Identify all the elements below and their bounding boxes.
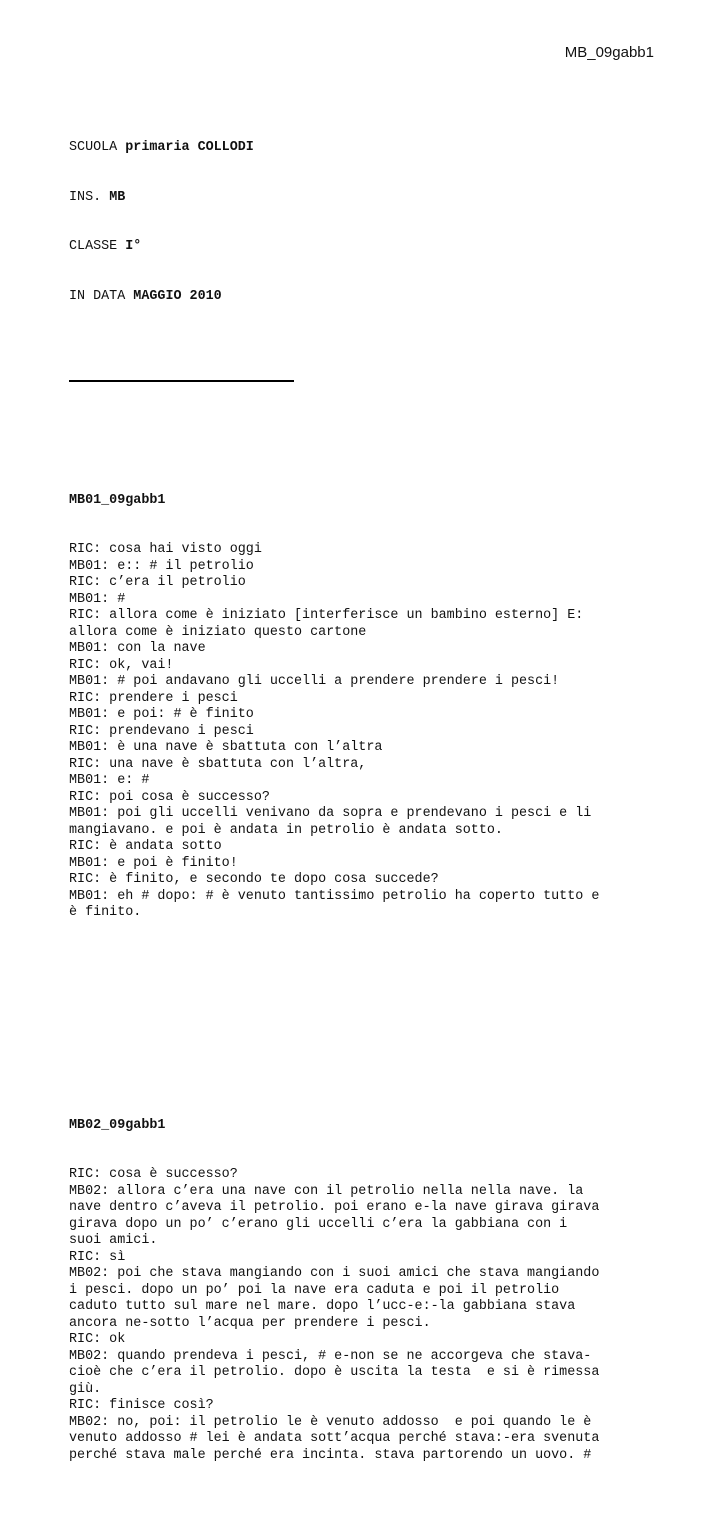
header-value: MB (109, 189, 126, 205)
transcript-line: RIC: ok (69, 1332, 126, 1347)
transcript-line: MB01: è una nave è sbattuta con l’altra (69, 740, 383, 755)
section-title: MB02_09gabb1 (69, 1117, 166, 1133)
transcript-line: MB01: eh # dopo: # è venuto tantissimo petrolio ha coperto tutto e (69, 888, 600, 904)
transcript-line: MB01: e poi: # è finito (69, 707, 254, 722)
transcript-line: RIC: sì (69, 1249, 126, 1265)
transcript-line: MB02: poi che stava mangiando con i suoi amici che stava mangiando (69, 1266, 600, 1281)
transcript-line: RIC: prendevano i pesci (69, 723, 254, 739)
header-label: SCUOLA (69, 140, 126, 155)
transcript-line: MB01: poi gli uccelli venivano da sopra e prendevano i pesci e li (69, 806, 592, 821)
transcript-line: RIC: è finito, e secondo te dopo cosa succede? (69, 872, 439, 887)
transcript-line: MB01: e poi è finito! (69, 855, 238, 871)
header-value: I° (125, 239, 142, 254)
transcript-line: caduto tutto sul mare nel mare. dopo l’ucc-e:-la gabbiana stava (69, 1299, 576, 1314)
transcript-line: RIC: poi cosa è successo? (69, 789, 270, 805)
transcript-body (69, 74, 669, 1514)
header-block (69, 107, 669, 338)
header-value: primaria COLLODI (125, 140, 254, 155)
header-date (69, 289, 669, 306)
transcript-line: RIC: ok, vai! (69, 657, 174, 673)
transcript-line: RIC: finisce così? (69, 1398, 214, 1413)
transcript-line: è finito. (69, 905, 142, 920)
transcript-line: giù. (69, 1381, 102, 1397)
transcript-line: RIC: è andata sotto (69, 839, 222, 854)
transcript-line: RIC: c’era il petrolio (69, 575, 246, 590)
transcript-line: allora come è iniziato questo cartone (69, 624, 367, 640)
transcript-line: RIC: una nave è sbattuta con l’altra, (69, 756, 367, 772)
transcript-line: MB01: e:: # il petrolio (69, 558, 254, 574)
transcript-line: girava dopo un po’ c’erano gli uccelli c’era la gabbiana con i (69, 1216, 568, 1232)
header-label: INS. (69, 189, 110, 205)
transcript-line: venuto addosso # lei è andata sott’acqua perché stava:-era svenuta (69, 1431, 600, 1446)
transcript-line: MB02: quando prendeva i pesci, # e-non se ne accorgeva che stava- (69, 1348, 592, 1364)
section-mb02 (69, 1085, 669, 1498)
section-mb01 (69, 460, 669, 955)
header-teacher (69, 190, 669, 207)
header-divider (69, 380, 294, 382)
transcript-line: MB02: no, poi: il petrolio le è venuto addosso e poi quando le è (69, 1414, 592, 1430)
transcript-line: RIC: cosa hai visto oggi (69, 542, 262, 557)
header-value: MAGGIO 2010 (133, 288, 222, 304)
transcript-line: nave dentro c’aveva il petrolio. poi erano e-la nave girava girava (69, 1200, 600, 1215)
transcript-line: perché stava male perché era incinta. stava partorendo un uovo. # (69, 1447, 592, 1463)
transcript-line: ancora ne-sotto l’acqua per prendere i pesci. (69, 1315, 431, 1331)
header-school (69, 140, 669, 157)
transcript-line: cioè che c’era il petrolio. dopo è uscita la testa e si è rimessa (69, 1365, 600, 1380)
header-label: IN DATA (69, 288, 134, 304)
transcript-line: MB01: e: # (69, 773, 150, 788)
transcript-line: RIC: prendere i pesci (69, 690, 238, 706)
transcript-line: suoi amici. (69, 1233, 158, 1248)
transcript-line: mangiavano. e poi è andata in petrolio è andata sotto. (69, 822, 503, 838)
section-title: MB01_09gabb1 (69, 492, 166, 508)
transcript-line: RIC: cosa è successo? (69, 1167, 238, 1182)
header-class (69, 239, 669, 256)
header-label: CLASSE (69, 239, 126, 254)
section-lines (69, 542, 669, 922)
section-spacer (69, 1004, 669, 1035)
section-lines (69, 1167, 669, 1464)
transcript-line: MB02: allora c’era una nave con il petrolio nella nella nave. la (69, 1183, 584, 1199)
document-id: MB_09gabb1 (564, 44, 654, 61)
transcript-line: RIC: allora come è iniziato [interferisce un bambino esterno] E: (69, 608, 584, 623)
transcript-line: MB01: # (69, 591, 126, 607)
transcript-line: i pesci. dopo un po’ poi la nave era caduta e poi il petrolio (69, 1282, 560, 1298)
transcript-line: MB01: con la nave (69, 641, 206, 656)
transcript-line: MB01: # poi andavano gli uccelli a prendere prendere i pesci! (69, 674, 560, 689)
